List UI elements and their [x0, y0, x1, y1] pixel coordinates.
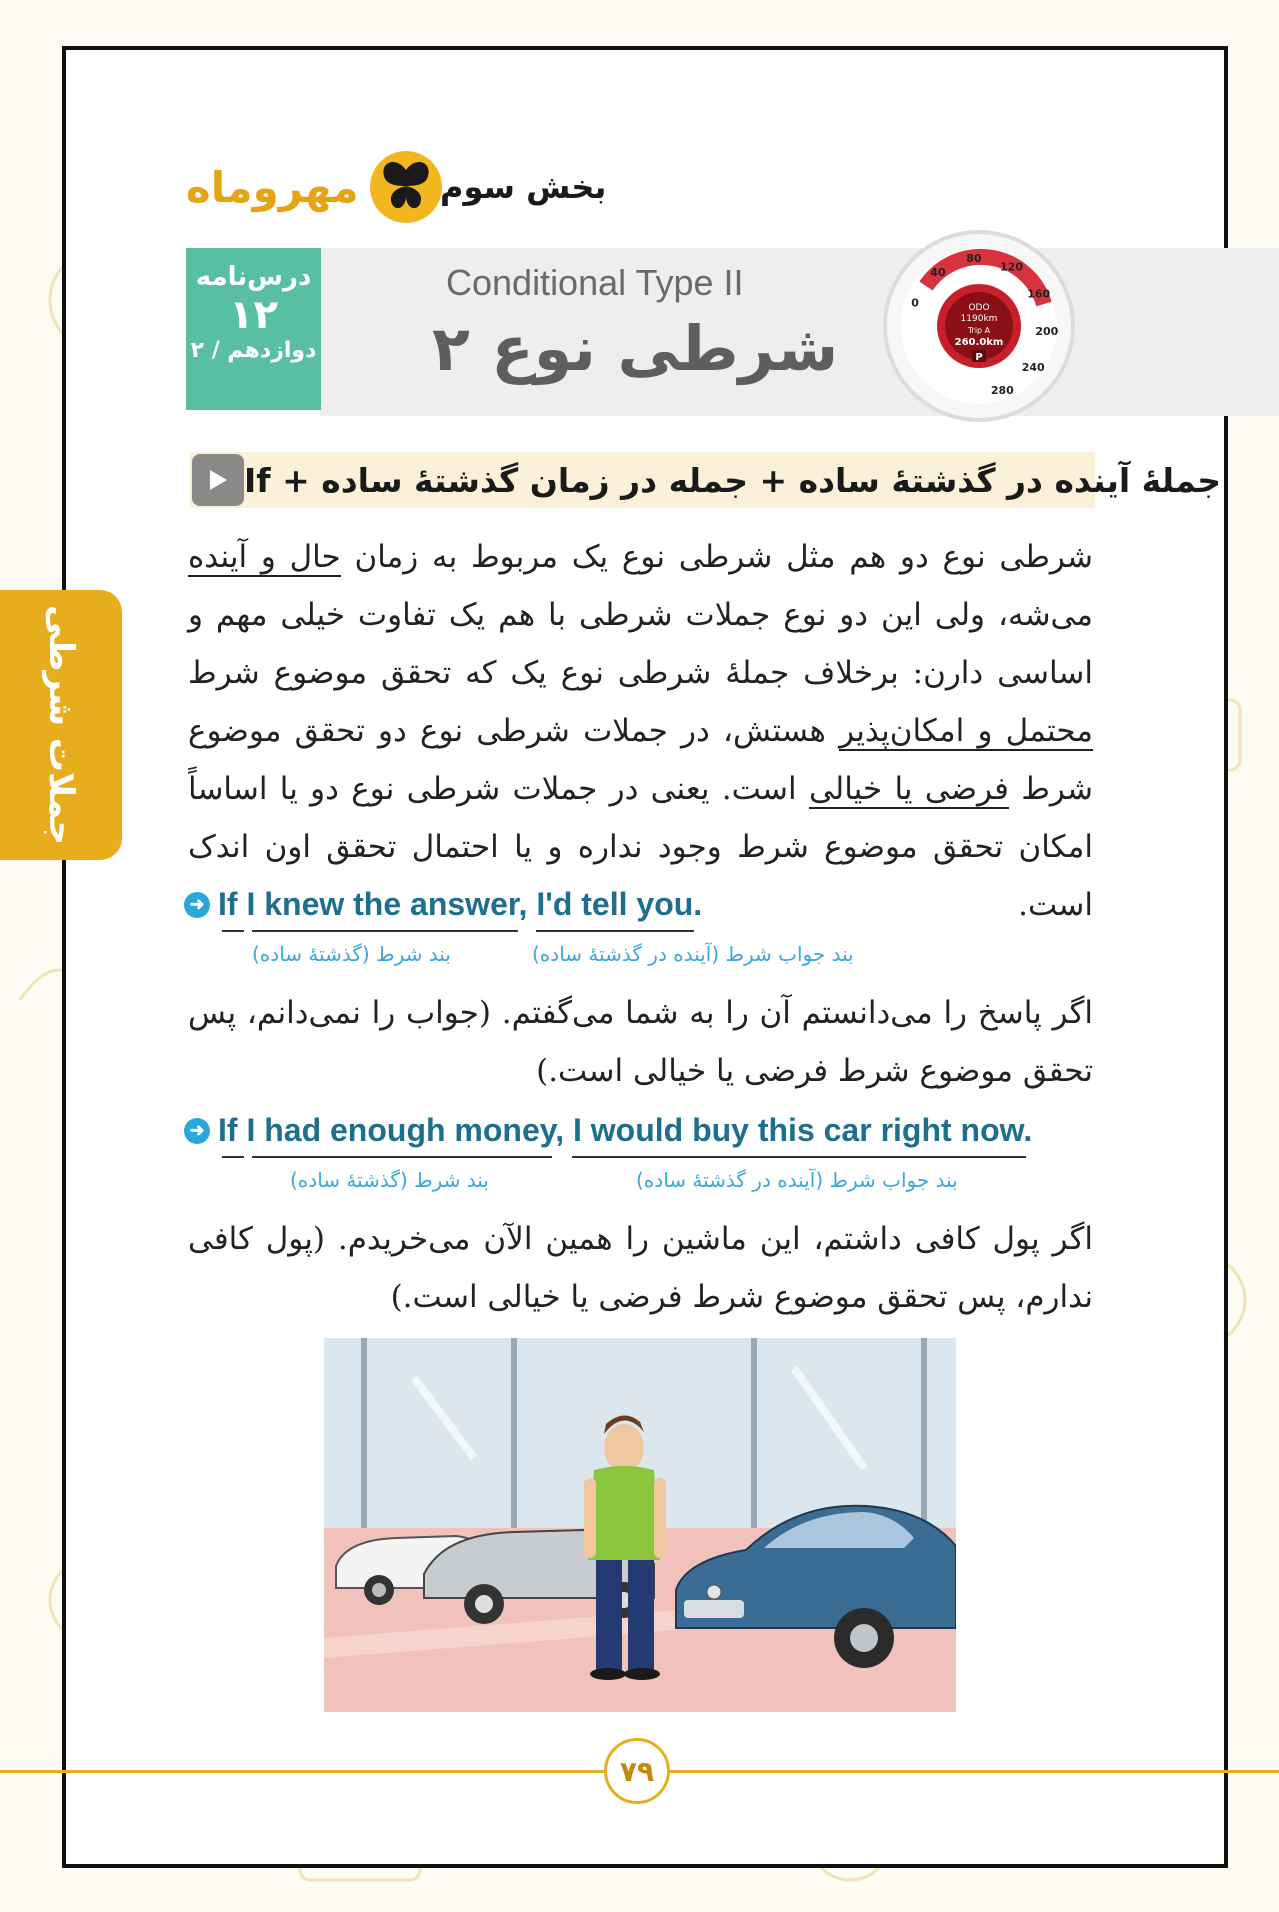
- gauge-tick-label: 80: [966, 252, 982, 266]
- play-icon: [207, 468, 229, 492]
- page-number: ۷۹: [604, 1738, 670, 1804]
- side-tab-label: جملات شرطی: [41, 604, 81, 846]
- example-1-translation: اگر پاسخ را می‌دانستم آن را به شما می‌گفتم. (جواب را نمی‌دانم، پس تحقق موضوع شرط فرضی یا خیالی است.): [188, 995, 1093, 1089]
- example-2: [184, 1112, 1032, 1149]
- example-1-result-label: بند جواب شرط (آینده در گذشتهٔ ساده): [532, 942, 854, 966]
- intro-paragraph: [188, 528, 1093, 934]
- example-2-result-label: بند جواب شرط (آینده در گذشتهٔ ساده): [636, 1168, 958, 1192]
- intro-text: می‌شه، ولی این دو نوع جملات شرطی با هم یک تفاوت خیلی مهم و اساسی دارن: برخلاف جملهٔ شرطی نوع یک که تحقق موضوع شرط: [188, 597, 1093, 691]
- underline-condition-2: [252, 1156, 552, 1158]
- example-1: [184, 886, 702, 923]
- chapter-side-tab[interactable]: [0, 590, 122, 860]
- intro-text: هستش، در جملات شرطی نوع دو تحقق موضوع شرط: [188, 713, 1094, 807]
- butterfly-icon: [367, 148, 445, 226]
- underline-result-2: [572, 1156, 1026, 1158]
- gear-indicator: P: [975, 352, 983, 363]
- example-2-condition-label: بند شرط (گذشتهٔ ساده): [290, 1168, 489, 1192]
- lesson-label: درس‌نامه: [195, 262, 312, 292]
- brand-logo: [186, 148, 445, 226]
- trip-label: Trip A: [967, 326, 991, 335]
- odo-label: ODO: [968, 303, 990, 313]
- gauge-tick-label: 200: [1035, 325, 1059, 339]
- trip-value: 260.0km: [954, 337, 1004, 348]
- odo-value: 1190km: [960, 314, 998, 324]
- gauge-tick-label: 40: [930, 265, 946, 279]
- gauge-tick-label: 280: [990, 383, 1014, 397]
- persian-title: شرطی نوع ۲: [432, 312, 839, 385]
- intro-text: شرطی نوع دو هم مثل شرطی نوع یک مربوط به زمان: [340, 539, 1093, 575]
- section-label: بخش سوم: [440, 168, 607, 206]
- arrow-right-icon: ➜: [184, 892, 210, 918]
- lesson-number: ۱۲: [229, 292, 278, 338]
- speedometer-icon: [866, 226, 1092, 422]
- gauge-tick-label: 0: [911, 296, 919, 310]
- arrow-right-icon: ➜: [184, 1118, 210, 1144]
- example-1-condition-label: بند شرط (گذشتهٔ ساده): [252, 942, 451, 966]
- formula-text: جملهٔ آینده در گذشتهٔ ساده + جمله در زمان گذشتهٔ ساده + If: [244, 460, 1222, 500]
- brand-name: مهروماه: [186, 162, 359, 212]
- underline-if: [222, 1156, 244, 1158]
- play-button[interactable]: [192, 454, 244, 506]
- underline-result-1: [536, 930, 694, 932]
- lesson-sub: دوازدهم / ۲: [190, 338, 317, 363]
- gauge-tick-label: 120: [1000, 260, 1023, 274]
- example-2-sentence: If I had enough money, I would buy this car right now.: [218, 1112, 1033, 1148]
- underlined-term: محتمل و امکان‌پذیر: [839, 713, 1093, 749]
- underlined-term: فرضی یا خیالی: [808, 771, 1009, 807]
- underline-condition-1: [252, 930, 518, 932]
- english-title: Conditional Type II: [446, 262, 744, 303]
- underline-if: [222, 930, 244, 932]
- gauge-tick-label: 160: [1027, 287, 1051, 301]
- underlined-term: حال و آینده: [188, 539, 341, 575]
- example-1-sentence: If I knew the answer, I'd tell you.: [218, 886, 703, 922]
- lesson-badge: [186, 248, 321, 410]
- intro-text: است. یعنی در جملات شرطی نوع دو یا اساساً امکان تحقق موضوع شرط وجود نداره و یا احتمال تحقق اون اندک است.: [188, 771, 1093, 923]
- formula-bar: [190, 452, 1222, 508]
- gauge-tick-label: 240: [1021, 361, 1045, 375]
- example-2-translation: اگر پول کافی داشتم، این ماشین را همین الآن می‌خریدم. (پول کافی ندارم، پس تحقق موضوع شرط فرضی یا خیالی است.): [188, 1221, 1093, 1315]
- car-showroom-illustration: [324, 1338, 956, 1712]
